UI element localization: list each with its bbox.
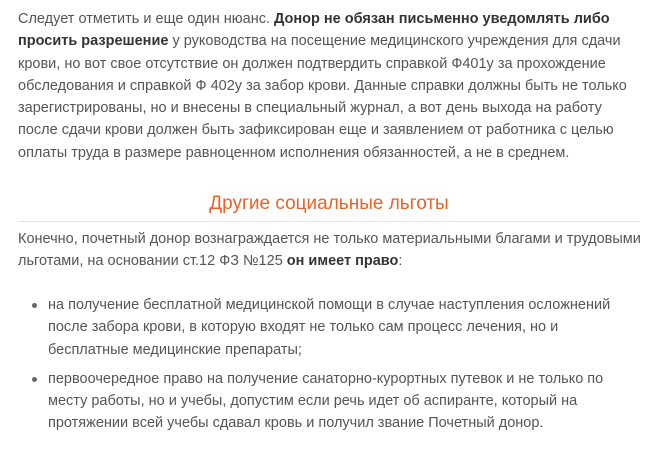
bullet-icon: [32, 303, 37, 308]
rights-list: [0, 294, 659, 442]
paragraph-absence-note: [18, 8, 644, 164]
paragraph-rights-intro: [18, 228, 644, 273]
list-item-text: первоочередное право на получение санаторно-курортных путевок и не только по месту работы, но и учебы, допустим если речь идет об аспиранте, который на протяжении всей учебы сдавал кровь и получил звание Почетный донор.: [48, 370, 604, 432]
paragraph-bold: Донор не обязан письменно уведомлять либо просить разрешение: [18, 11, 610, 50]
paragraph-lead: Следует отметить и еще один нюанс.: [18, 11, 275, 27]
paragraph-rest: у руководства на посещение медицинского учреждения для сдачи крови, но вот свое отсутствие он должен подтвердить справкой Ф401у за прохождение обследования и справкой Ф 402у за забор крови. Данные справки должны быть не только зарегистрированы, но и внесены в специальный журнал, а вот день выхода на работу после сдачи крови должен быть зафиксирован еще и заявлением от работника с целью оплаты труда в размере равноценном исполнения обязанностей, а не в среднем.: [18, 33, 627, 161]
section-heading: Другие социальные льготы: [209, 193, 449, 214]
section-heading-container: [18, 187, 640, 222]
paragraph-lead: Конечно, почетный донор вознаграждается не только материальными благами и трудовыми льготами, на основании ст.12 ФЗ №125: [18, 231, 641, 270]
paragraph-tail: :: [398, 253, 403, 270]
list-item: [0, 294, 636, 361]
list-item-text: на получение бесплатной медицинской помощи в случае наступления осложнений после забора крови, в которую входят не только сам процесс лечения, но и бесплатные медицинские препараты;: [48, 297, 611, 358]
bullet-icon: [32, 377, 37, 382]
list-item: [0, 368, 636, 435]
paragraph-bold: он имеет право: [286, 253, 399, 270]
